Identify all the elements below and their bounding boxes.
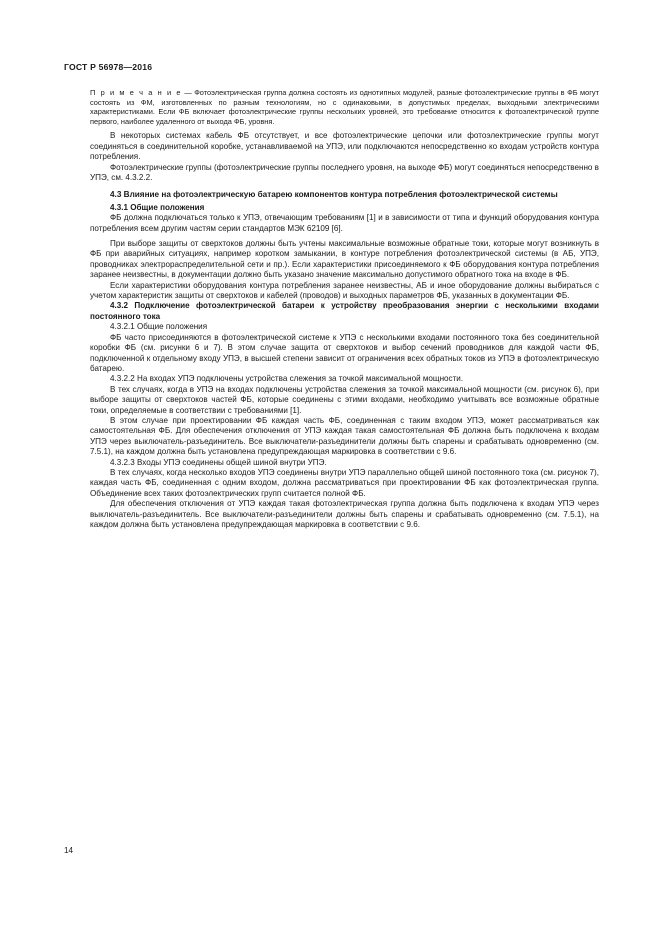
clause-heading-4-3-2-2: 4.3.2.2 На входах УПЭ подключены устройства слежения за точкой максимальной мощности. (110, 374, 464, 384)
clause-heading-4-3-2-3: 4.3.2.3 Входы УПЭ соединены общей шиной внутри УПЭ. (110, 457, 327, 467)
document-body (90, 88, 599, 530)
paragraph: ФБ часто присоединяются в фотоэлектрической системе к УПЭ с несколькими входами постоянного тока без соединительной коробки ФБ (см. рисунки 6 и 7). В этом случае защита от сверхтоков и выбор сечений проводников для каждой части ФБ, подключенной к отдельному входу УПЭ, в высшей степени зависит от ограничения всех обратных токов из УПЭ в фотоэлектрическую батарею. (90, 332, 599, 373)
subsection-heading-4-3-2: 4.3.2 Подключение фотоэлектрической батареи к устройству преобразования энергии с несколькими входами постоянного тока (90, 301, 599, 321)
paragraph: В этом случае при проектировании ФБ каждая часть ФБ, соединенная с таким входом УПЭ, может рассматриваться как самостоятельная ФБ. Для обеспечения отключения от УПЭ каждая такая самостоятельная ФБ должна быть подключена к входам УПЭ через выключатель-разъединитель. Все выключатели-разъединители должны быть спарены и срабатывать одновременно (см. 7.5.1), на каждом должна быть установлена предупреждающая маркировка в соответствии с 9.6. (90, 415, 599, 457)
paragraph: В тех случаях, когда в УПЭ на входах подключены устройства слежения за точкой максимальной мощности (см. рисунок 6), при выборе защиты от сверхтоков частей ФБ, которые соединены с этими входами, необходимо учитывать все возможные обратные токи, определяемые в соответствии с требованиями [1]. (90, 384, 599, 415)
paragraph: Фотоэлектрические группы (фотоэлектрические группы последнего уровня, на выходе ФБ) могут соединяться непосредственно в УПЭ, см. 4.3.2.2. (90, 162, 599, 182)
note-text: — Фотоэлектрическая группа должна состоять из однотипных модулей, разные фотоэлектрические группы в ФБ могут состоять из ФМ, изготовленных по разным технологиям, но с одинаковыми, в допустимых пределах, выходными электрическими характеристиками. Если ФБ включает фотоэлектрические группы нескольких уровней, это требование относится к фотоэлектрической группе первого, наиболее удаленного от выхода ФБ, уровня. (90, 88, 599, 126)
clause-heading-4-3-2-1: 4.3.2.1 Общие положения (110, 322, 208, 332)
note-label: П р и м е ч а н и е (90, 88, 182, 97)
section-heading-4-3: 4.3 Влияние на фотоэлектрическую батарею компонентов контура потребления фотоэлектрической системы (110, 190, 558, 200)
paragraph: Если характеристики оборудования контура потребления заранее неизвестны, АБ и иное оборудование должны выбираться с учетом характеристик защиты от сверхтоков и кабелей (проводов) и выходных параметров ФБ, указанных в документации ФБ. (90, 280, 599, 301)
paragraph: В некоторых системах кабель ФБ отсутствует, и все фотоэлектрические цепочки или фотоэлектрические группы могут соединяться в соединительной коробке, устанавливаемой на УПЭ, или подключаются непосредственно ко входам устройств контура потребления. (90, 131, 599, 162)
note-block (90, 88, 599, 126)
paragraph: В тех случаях, когда несколько входов УПЭ соединены внутри УПЭ параллельно общей шиной постоянного тока (см. рисунок 7), каждая часть ФБ, соединенная с одним входом, должна рассматриваться при проектировании ФБ как фотоэлектрическая группа. Объединение всех таких фотоэлектрических групп считается полной ФБ. (90, 467, 599, 498)
paragraph: При выборе защиты от сверхтоков должны быть учтены максимальные возможные обратные токи, которые могут возникнуть в ФБ при аварийных ситуациях, например коротком замыкании, в контуре потребления фотоэлектрической системы (в АБ, УПЭ, проводниках электрораспределительной сети и пр.). Если характеристики присоединяемого к ФБ оборудования контура потребления заранее неизвестны, в документации должно быть указано значение максимально допустимого обратного тока на входе в ФБ. (90, 239, 599, 280)
paragraph: ФБ должна подключаться только к УПЭ, отвечающим требованиям [1] и в зависимости от типа и функций оборудования контура потребления всем другим частям серии стандартов МЭК 62109 [6]. (90, 213, 599, 233)
page-number: 14 (64, 846, 74, 855)
paragraph: Для обеспечения отключения от УПЭ каждая такая фотоэлектрическая группа должна быть подключена к входам УПЭ через выключатель-разъединитель. Все выключатели-разъединители должны быть спарены и срабатывать одновременно (см. 7.5.1), на каждом должна быть установлена предупреждающая маркировка в соответствии с 9.6. (90, 499, 599, 529)
subsection-heading-4-3-1: 4.3.1 Общие положения (110, 202, 205, 212)
document-header: ГОСТ Р 56978—2016 (64, 62, 153, 72)
